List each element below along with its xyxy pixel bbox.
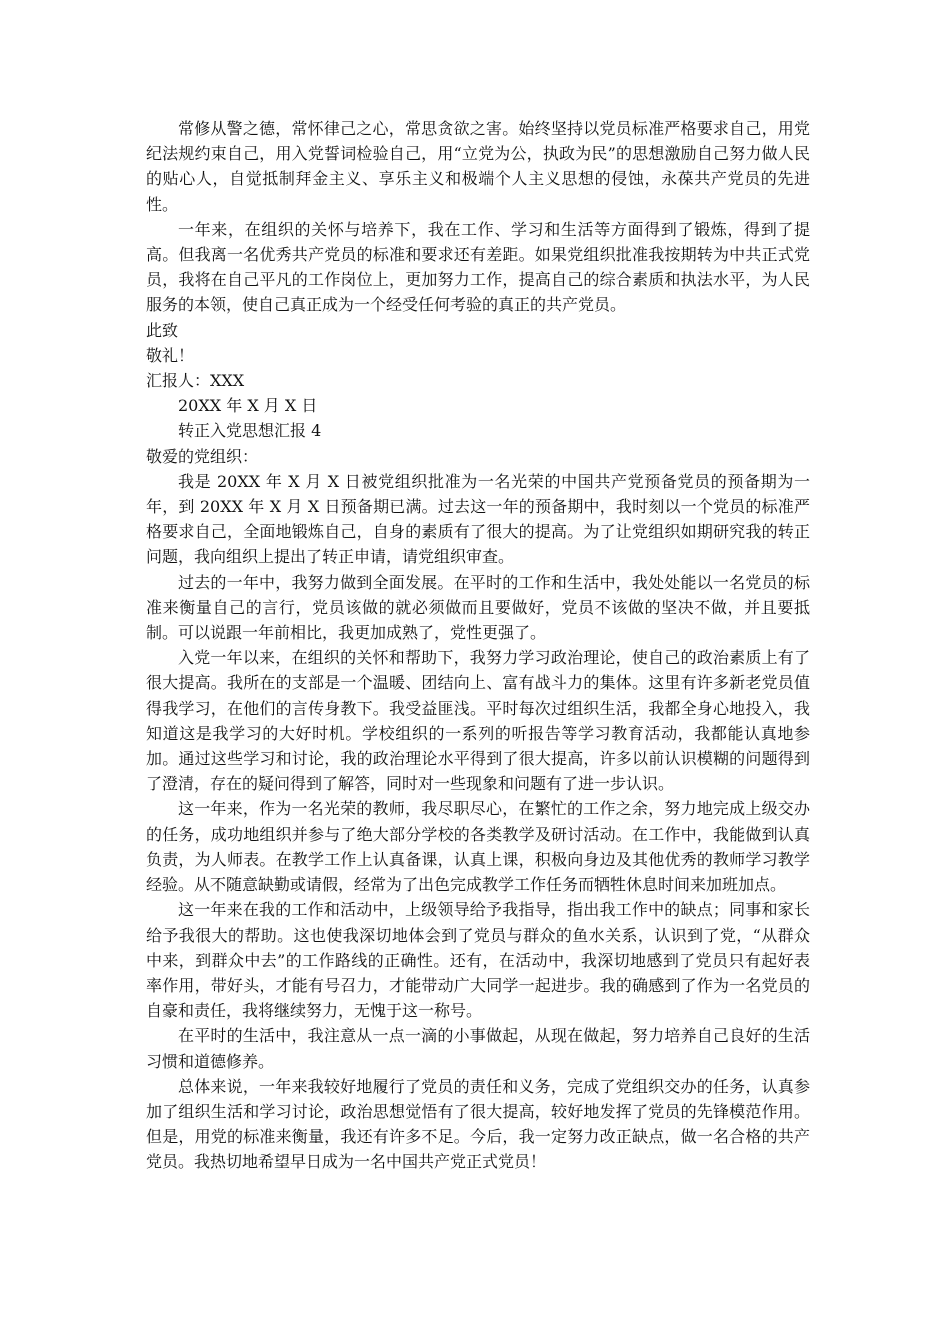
section-title: 转正入党思想汇报 4 <box>178 421 322 441</box>
paragraph: 这一年来在我的工作和活动中，上级领导给予我指导，指出我工作中的缺点；同事和家长给予我很大的帮助。这也使我深切地体会到了党员与群众的鱼水关系，认识到了党，“从群众中来，到群众中去”的工作路线的正确性。还有，在活动中，我深切地感到了党员只有起好表率作用，带好头，才能有号召力，才能带动广大同学一起进步。我的确感到了作为一名党员的自豪和责任，我将继续努力，无愧于这一称号。 <box>146 900 810 1021</box>
paragraph: 入党一年以来，在组织的关怀和帮助下，我努力学习政治理论，使自己的政治素质上有了很大提高。我所在的支部是一个温暖、团结向上、富有战斗力的集体。这里有许多新老党员值得我学习，在他们的言传身教下。我受益匪浅。平时每次过组织生活，我都全身心地投入，我知道这是我学习的大好时机。学校组织的一系列的听报告等学习教育活动，我都能认真地参加。通过这些学习和讨论，我的政治理论水平得到了很大提高，许多以前认识模糊的问题得到了澄清，存在的疑问得到了解答，同时对一些现象和问题有了进一步认识。 <box>146 648 810 794</box>
closing-text: 此致 <box>146 320 179 340</box>
greeting: 敬爱的党组织： <box>146 446 259 466</box>
paragraph: 在平时的生活中，我注意从一点一滴的小事做起，从现在做起，努力培养自己良好的生活习惯和道德修养。 <box>146 1026 810 1071</box>
report-date: 20XX 年 X 月 X 日 <box>178 396 318 416</box>
paragraph: 常修从警之德，常怀律己之心，常思贪欲之害。始终坚持以党员标准严格要求自己，用党纪法规约束自己，用入党誓词检验自己，用“立党为公，执政为民”的思想激励自己努力做人民的贴心人，自觉抵制拜金主义、享乐主义和极端个人主义思想的侵蚀，永葆共产党员的先进性。 <box>146 119 810 214</box>
paragraph: 总体来说，一年来我较好地履行了党员的责任和义务，完成了党组织交办的任务，认真参加了组织生活和学习讨论，政治思想觉悟有了很大提高，较好地发挥了党员的先锋模范作用。但是，用党的标准来衡量，我还有许多不足。今后，我一定努力改正缺点，做一名合格的共产党员。我热切地希望早日成为一名中国共产党正式党员！ <box>146 1076 810 1172</box>
document-body <box>146 116 810 1175</box>
reporter-signature: 汇报人：XXX <box>146 371 245 391</box>
paragraph: 我是 20XX 年 X 月 X 日被党组织批准为一名光荣的中国共产党预备党员的预备期为一年，到 20XX 年 X 月 X 日预备期已满。过去这一年的预备期中，我时刻以一个党员的标准严格要求自己，全面地锻炼自己，自身的素质有了很大的提高。为了让党组织如期研究我的转正问题，我向组织上提出了转正申请，请党组织审查。 <box>146 471 810 567</box>
paragraph: 过去的一年中，我努力做到全面发展。在平时的工作和生活中，我处处能以一名党员的标准来衡量自己的言行，党员该做的就必须做而且要做好，党员不该做的坚决不做，并且要抵制。可以说跟一年前相比，我更加成熟了，党性更强了。 <box>146 572 810 643</box>
paragraph: 这一年来，作为一名光荣的教师，我尽职尽心，在繁忙的工作之余，努力地完成上级交办的任务，成功地组织并参与了绝大部分学校的各类教学及研讨活动。在工作中，我能做到认真负责，为人师表。在教学工作上认真备课，认真上课，积极向身边及其他优秀的教师学习教学经验。从不随意缺勤或请假，经常为了出色完成教学工作任务而牺牲休息时间来加班加点。 <box>146 799 810 895</box>
paragraph: 一年来，在组织的关怀与培养下，我在工作、学习和生活等方面得到了锻炼，得到了提高。但我离一名优秀共产党员的标准和要求还有差距。如果党组织批准我按期转为中共正式党员，我将在自己平凡的工作岗位上，更加努力工作，提高自己的综合素质和执法水平，为人民服务的本领，使自己真正成为一个经受任何考验的真正的共产党员。 <box>146 219 810 315</box>
salute-text: 敬礼！ <box>146 345 195 365</box>
